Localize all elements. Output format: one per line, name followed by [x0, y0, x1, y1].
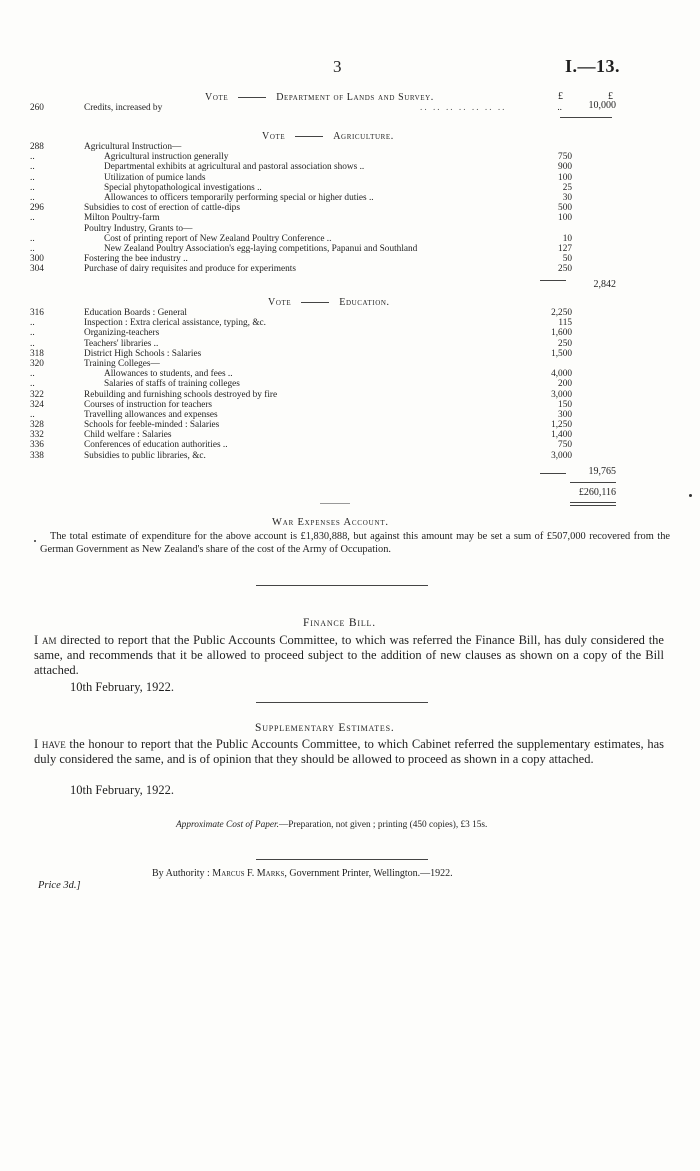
margin-dot — [689, 494, 692, 497]
item-description: Teachers' libraries .. — [84, 338, 159, 349]
table-row — [0, 254, 700, 264]
item-amount: 250 — [558, 338, 572, 349]
supplementary-heading: Supplementary Estimates. — [255, 722, 395, 734]
item-description: Travelling allowances and expenses — [84, 409, 218, 420]
table-row — [0, 234, 700, 244]
item-description: Milton Poultry-farm — [84, 213, 160, 224]
item-amount: 30 — [562, 192, 572, 203]
finance-bill-heading: Finance Bill. — [303, 617, 376, 629]
item-number: 332 — [30, 430, 44, 441]
item-number: .. — [30, 182, 35, 193]
item-amount: 300 — [558, 409, 572, 420]
table-row — [0, 318, 700, 328]
table-row — [0, 183, 700, 193]
item-number: .. — [30, 328, 35, 339]
table-row — [0, 369, 700, 379]
table-row — [0, 142, 700, 152]
item-description: Subsidies to public libraries, &c. — [84, 450, 206, 461]
item-amount: 1,500 — [551, 348, 572, 359]
table-row — [0, 451, 700, 461]
supplementary-body: the honour to report that the Public Accounts Committee, to which Cabinet referred the supplementary estimates, has duly considered the same, and is of opinion that they should be allowed to proceed as shown in a copy attached. — [34, 737, 664, 766]
cost-of-paper — [176, 820, 487, 830]
section-divider — [256, 702, 428, 703]
table-row — [0, 400, 700, 410]
item-number: .. — [30, 318, 35, 329]
item-description: Education Boards : General — [84, 308, 188, 318]
short-divider — [320, 503, 350, 504]
table-row — [0, 410, 700, 420]
item-description: Child welfare : Salaries — [84, 430, 172, 441]
section-divider — [256, 585, 428, 586]
finance-bill-text — [34, 633, 664, 678]
finance-bill-lead: I am — [34, 633, 57, 647]
section-rule — [560, 117, 612, 118]
item-number: .. — [30, 369, 35, 380]
section-rule — [540, 280, 566, 281]
supplementary-date: 10th February, 1922. — [70, 783, 175, 797]
margin-dot — [34, 540, 36, 542]
item-number: .. — [30, 243, 35, 254]
item-description: Fostering the bee industry .. — [84, 254, 188, 265]
item-amount: 3,000 — [551, 389, 572, 400]
item-amount: 750 — [558, 152, 572, 163]
section-total-education: 19,765 — [588, 466, 616, 477]
table-row — [0, 173, 700, 183]
vote-heading-lands — [205, 92, 434, 103]
item-description: Agricultural Instruction— — [84, 142, 182, 152]
item-description: Special phytopathological investigations .. — [104, 182, 262, 193]
table-row — [0, 244, 700, 254]
table-row — [0, 308, 700, 318]
vote-heading-education — [268, 297, 390, 308]
vote-name: Department of Lands and Survey. — [276, 92, 434, 103]
grand-total-rule — [570, 502, 616, 503]
item-amount: .. — [557, 103, 562, 113]
item-number: 300 — [30, 254, 44, 265]
item-number: 318 — [30, 348, 44, 359]
vote-label: Vote — [205, 92, 229, 103]
war-expenses-heading: War Expenses Account. — [272, 517, 389, 528]
cost-text: —Preparation, not given ; printing (450 copies), £3 15s. — [278, 820, 488, 830]
item-description: Inspection : Extra clerical assistance, typing, &c. — [84, 318, 267, 329]
table-row — [0, 359, 700, 369]
item-amount: 100 — [558, 213, 572, 224]
total-rule — [570, 482, 616, 483]
vote-heading-agriculture — [262, 131, 394, 142]
item-description: Purchase of dairy requisites and produce for experiments — [84, 264, 296, 275]
item-amount: 200 — [558, 379, 572, 390]
item-number: .. — [30, 338, 35, 349]
table-row — [0, 162, 700, 172]
item-number: 324 — [30, 399, 44, 410]
item-number: .. — [30, 172, 35, 183]
item-amount: 127 — [558, 243, 572, 254]
section-rule — [540, 473, 566, 474]
item-number: .. — [30, 379, 35, 390]
item-number: 296 — [30, 203, 44, 214]
item-description: Utilization of pumice lands — [104, 172, 206, 183]
item-description: Agricultural instruction generally — [104, 152, 229, 163]
table-row — [0, 152, 700, 162]
item-description: Schools for feeble-minded : Salaries — [84, 420, 220, 431]
item-number: 336 — [30, 440, 44, 451]
table-row — [0, 328, 700, 338]
leader-dots: .. .. .. .. .. .. .. — [420, 103, 507, 113]
item-number: 328 — [30, 420, 44, 431]
item-description: Allowances to officers temporarily performing special or higher duties .. — [104, 192, 374, 203]
item-number: .. — [30, 233, 35, 244]
vote-name: Agriculture. — [333, 131, 394, 142]
currency-col1: £ — [558, 91, 563, 102]
item-description: Courses of instruction for teachers — [84, 399, 213, 410]
item-number: .. — [30, 192, 35, 203]
authority-name: Marcus F. Marks — [212, 868, 285, 879]
item-description: Subsidies to cost of erection of cattle-dips — [84, 203, 240, 214]
item-amount: 100 — [558, 172, 572, 183]
section-total-lands: 10,000 — [588, 100, 616, 111]
authority-prefix: By Authority : — [152, 868, 213, 879]
item-description: Allowances to students, and fees .. — [104, 369, 233, 380]
item-amount: 115 — [558, 318, 572, 329]
table-row — [0, 264, 700, 274]
item-description: Departmental exhibits at agricultural and pastoral association shows .. — [104, 162, 365, 173]
item-number: 304 — [30, 264, 44, 275]
item-description: Organizing-teachers — [84, 328, 160, 339]
item-amount: 1,400 — [551, 430, 572, 441]
table-row — [0, 213, 700, 223]
war-expenses-text: The total estimate of expenditure for the above account is £1,830,888, but against this amount may be set a sum of £507,000 recovered from the German Government as New Zealand's share of the cost of the Army of Occupation. — [40, 531, 670, 555]
table-row — [0, 430, 700, 440]
item-description: Training Colleges— — [84, 358, 160, 369]
finance-bill-date: 10th February, 1922. — [70, 680, 175, 694]
table-row — [0, 440, 700, 450]
item-amount: 1,250 — [551, 420, 572, 431]
printer-authority — [152, 868, 453, 879]
item-number: .. — [30, 409, 35, 420]
table-row — [0, 224, 700, 234]
item-description: New Zealand Poultry Association's egg-laying competitions, Papanui and Southland — [104, 243, 418, 254]
item-description: Poultry Industry, Grants to— — [84, 223, 193, 234]
supplementary-lead: I have — [34, 737, 66, 751]
item-number: 260 — [30, 103, 44, 113]
item-number: .. — [30, 152, 35, 163]
item-description: Conferences of education authorities .. — [84, 440, 228, 451]
table-row — [0, 420, 700, 430]
grand-total-rule-double — [570, 505, 616, 506]
item-number: 320 — [30, 358, 44, 369]
item-amount: 150 — [558, 399, 572, 410]
item-number: .. — [30, 213, 35, 224]
authority-suffix: , Government Printer, Wellington.—1922. — [284, 868, 453, 879]
section-education-rows — [0, 308, 700, 461]
cost-label: Approximate Cost of Paper. — [176, 820, 279, 830]
item-amount: 3,000 — [551, 450, 572, 461]
table-row — [0, 349, 700, 359]
table-row — [0, 339, 700, 349]
section-agriculture-rows — [0, 142, 700, 274]
table-row — [0, 379, 700, 389]
item-amount: 10 — [562, 233, 572, 244]
item-number: 338 — [30, 450, 44, 461]
table-row — [0, 193, 700, 203]
item-amount: 900 — [558, 162, 572, 173]
item-amount: 4,000 — [551, 369, 572, 380]
supplementary-text — [34, 737, 664, 767]
table-row — [0, 390, 700, 400]
dash-rule — [301, 302, 329, 303]
dash-rule — [238, 97, 266, 98]
vote-label: Vote — [262, 131, 286, 142]
section-total-agriculture: 2,842 — [593, 279, 616, 290]
item-description: Rebuilding and furnishing schools destroyed by fire — [84, 389, 278, 400]
item-number: 288 — [30, 142, 44, 152]
item-description: District High Schools : Salaries — [84, 348, 202, 359]
item-number: 316 — [30, 308, 44, 318]
item-description: Cost of printing report of New Zealand Poultry Conference .. — [104, 233, 332, 244]
page-number: 3 — [333, 57, 342, 76]
vote-name: Education. — [339, 297, 390, 308]
item-description: Salaries of staffs of training colleges — [104, 379, 240, 390]
document-reference: I.—13. — [565, 56, 621, 76]
dash-rule — [295, 136, 323, 137]
item-description: Credits, increased by — [84, 103, 163, 113]
price: Price 3d.] — [38, 880, 81, 891]
grand-total: £260,116 — [578, 487, 616, 498]
vote-label: Vote — [268, 297, 292, 308]
footer-divider — [256, 859, 428, 860]
item-amount: 1,600 — [551, 328, 572, 339]
item-amount: 2,250 — [551, 308, 572, 318]
item-amount: 500 — [558, 203, 572, 214]
item-number: .. — [30, 162, 35, 173]
table-row — [0, 203, 700, 213]
item-amount: 25 — [562, 182, 572, 193]
item-amount: 50 — [562, 254, 572, 265]
item-amount: 250 — [558, 264, 572, 275]
currency-col2: £ — [608, 91, 613, 102]
finance-bill-body: directed to report that the Public Accounts Committee, to which was referred the Finance Bill, has duly considered the same, and recommends that it be allowed to proceed subject to the addition of new clauses as shown on a copy of the Bill attached. — [34, 633, 664, 677]
item-amount: 750 — [558, 440, 572, 451]
item-number: 322 — [30, 389, 44, 400]
